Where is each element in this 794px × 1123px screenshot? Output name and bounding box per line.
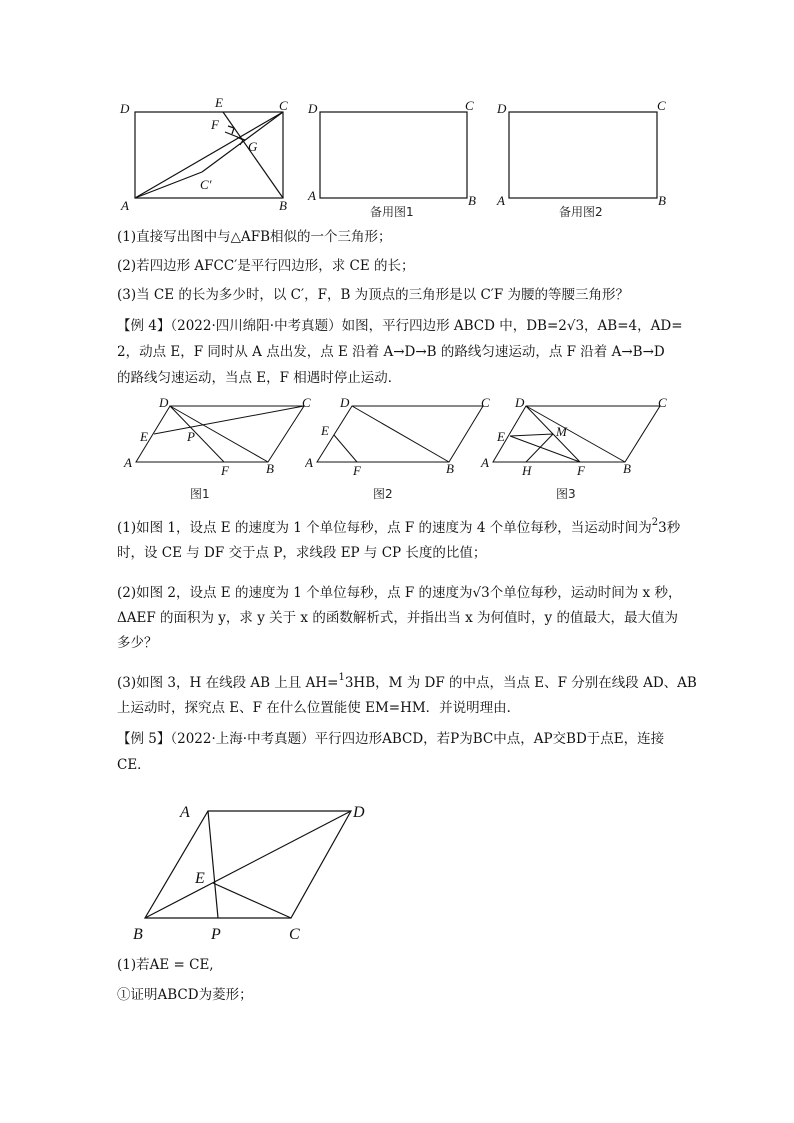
label-h: H [522,463,532,478]
label-c: C [481,395,490,410]
caption-spare-1: 备用图1 [370,205,414,219]
line-ap [208,811,218,918]
label-cprime: C′ [200,177,212,192]
line-ef [510,436,580,462]
line-df [170,406,224,462]
caption-fig-3: 图3 [556,487,576,501]
label-d: D [353,804,365,821]
ex4-q3-text-b: 3HB，M 为 DF 的中点，当点 E、F 分别在线段 AD、AB [344,675,697,691]
diagonal-db [526,406,625,462]
ex4-q2-line-2: ΔAEF 的面积为 y，求 y 关于 x 的函数解析式，并指出当 x 为何值时，y 的值最大，最大值为 [117,610,678,626]
label-b: B [658,193,666,208]
ex4-figure-2 [305,395,495,505]
ex4-q3-line-1 [117,672,697,695]
right-angle-f [228,126,234,134]
rect-spare-1 [320,112,467,198]
label-c: C [465,98,474,113]
ex4-q2-line-3: 多少？ [117,635,158,651]
caption-spare-2: 备用图2 [559,205,603,219]
label-c: C [657,98,666,113]
ex4-q2-line-1: (2)如图 2，设点 E 的速度为 1 个单位每秒，点 F 的速度为√3个单位每秒，运动时间为 x 秒， [117,585,682,601]
line-hm [526,434,553,462]
question-top-3: (3)当 CE 的长为多少时，以 C′，F，B 为顶点的三角形是以 C′F 为腰的等腰三角形？ [117,287,629,303]
ex4-q1-line-2: 时，设 CE 与 DF 交于点 P，求线段 EP 与 CP 长度的比值； [117,545,487,561]
ex5-figure [125,795,385,945]
line-acp [135,172,202,198]
question-top-2: (2)若四边形 AFCC′是平行四边形，求 CE 的长； [117,258,415,274]
label-f: F [211,117,219,132]
figure-spare-1 [305,92,485,222]
label-e: E [215,95,223,110]
ex4-figure-3 [480,395,680,505]
label-c: C [658,395,667,410]
figure-main-rectangle [115,92,300,217]
label-m: M [556,424,567,439]
label-a: A [308,188,316,203]
label-d: D [159,395,169,410]
label-d: D [308,101,318,116]
label-a: A [481,455,489,470]
line-ef [334,435,357,462]
ex4-statement-line-2: 2，动点 E，F 同时从 A 点出发，点 E 沿着 A→D→B 的路线匀速运动，点 F 沿着 A→B→D [117,344,665,360]
caption-fig-2: 图2 [373,487,393,501]
label-d: D [515,395,525,410]
ex4-q1-text-a: (1)如图 1，设点 E 的速度为 1 个单位每秒，点 F 的速度为 4 个单位每秒，当运动时间为 [117,520,652,536]
line-em [510,434,553,436]
label-d: D [340,395,350,410]
label-f: F [221,463,229,478]
ex4-q3-line-2: 上运动时，探究点 E、F 在什么位置能使 EM=HM．并说明理由． [117,700,521,716]
ex4-q3-text-a: (3)如图 3，H 在线段 AB 上且 AH= [117,675,339,691]
label-b: B [468,193,476,208]
label-b: B [266,461,274,476]
label-e: E [140,429,148,444]
line-eb [223,112,283,198]
ex5-q1-part-1: ①证明ABCD为菱形； [117,987,253,1003]
ex4-q1-text-b: 3秒 [658,520,681,536]
label-b: B [623,461,631,476]
diagonal-db [170,406,268,462]
line-ec [213,883,291,918]
label-d: D [120,101,130,116]
ex5-q1: (1)若AE = CE, [117,957,214,973]
label-d: D [497,101,507,116]
label-c: C [279,98,288,113]
label-c: C [302,395,311,410]
rect-spare-2 [509,112,657,198]
label-g: G [248,139,258,154]
label-a: A [124,455,132,470]
label-b: B [446,461,454,476]
ex4-q3-fraction: 1 [338,672,345,683]
label-f: F [353,463,361,478]
caption-fig-1: 图1 [190,487,210,501]
ex4-statement-line-1: 【例 4】（2022·四川绵阳·中考真题）如图，平行四边形 ABCD 中，DB=2√3，AB=4，AD= [117,318,683,334]
question-top-1: (1)直接写出图中与△AFB相似的一个三角形； [117,229,392,245]
diagonal-db [352,406,449,462]
label-b: B [279,198,287,213]
label-e: E [321,423,329,438]
label-p: P [187,429,195,444]
ex4-q1-fraction: 2 [651,517,659,528]
label-a: A [121,198,129,213]
label-a: A [180,804,190,821]
label-b: B [133,926,143,943]
ex4-statement-line-3: 的路线匀速运动，当点 E，F 相遇时停止运动． [117,370,402,386]
ex4-q1-line-1 [117,518,687,540]
label-c: C [289,926,300,943]
label-e: E [195,870,205,887]
label-a: A [497,193,505,208]
ex5-statement-line-2: CE． [117,757,151,773]
label-e: E [497,429,505,444]
figure-spare-2 [494,92,674,222]
label-a: A [305,455,313,470]
ex4-figure-1 [120,395,320,505]
label-f: F [577,463,585,478]
label-p: P [211,926,221,943]
ex5-statement-line-1: 【例 5】（2022·上海·中考真题）平行四边形ABCD，若P为BC中点，AP交BD于点E，连接 [117,731,665,747]
